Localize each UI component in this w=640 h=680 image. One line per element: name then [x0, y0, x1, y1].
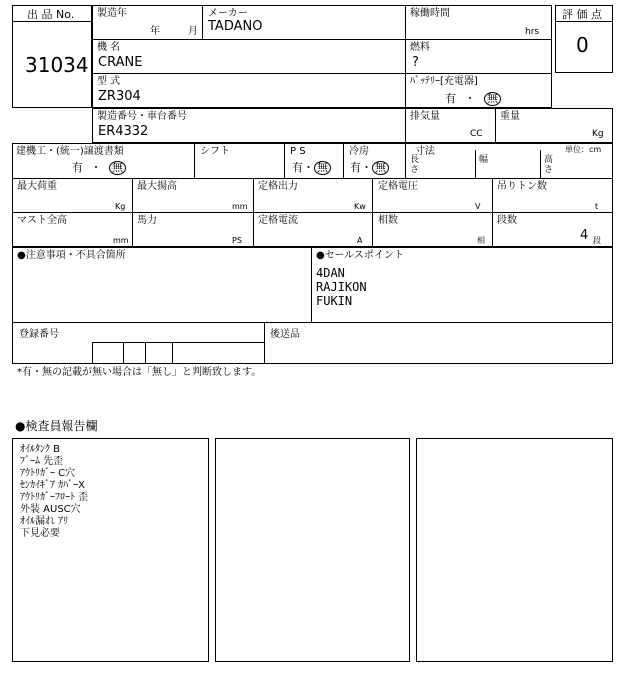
max-lift-label: 最大揚高 [137, 181, 177, 192]
docs-label: 建機工・(統一)譲渡書類 [16, 146, 124, 157]
lot-number: 31034 [25, 53, 89, 77]
divider [264, 322, 265, 364]
model-name-value: CRANE [98, 55, 143, 70]
footnote: *有・無の記載が無い場合は「無し」と判断致します。 [17, 367, 262, 378]
cooler-separator: ・ [361, 161, 372, 174]
divider [92, 39, 552, 40]
hours-unit: hrs [525, 27, 540, 37]
mast-height-unit: mm [113, 236, 129, 245]
fuel-value: ? [412, 55, 419, 70]
ps-yes: 有 [292, 161, 303, 174]
ps-option [292, 161, 331, 175]
year-unit-month: 月 [188, 26, 198, 37]
lot-number-label: 出 品 No. [27, 8, 75, 21]
rated-output-label: 定格出力 [258, 181, 298, 192]
serial-label: 製造番号・車台番号 [97, 111, 187, 122]
divider [343, 143, 344, 178]
max-load-unit: Kg [115, 202, 126, 211]
divider [12, 212, 613, 213]
divider [12, 322, 613, 323]
divider [92, 342, 264, 343]
divider [194, 143, 195, 178]
maker-value: TADANO [208, 19, 263, 34]
notes-grid [12, 247, 613, 364]
model-name-label: 機 名 [97, 42, 121, 53]
battery-no-circled: 無 [484, 92, 501, 106]
divider [145, 342, 146, 364]
docs-option [72, 161, 126, 175]
divider [132, 178, 133, 247]
battery-label: ﾊﾞｯﾃﾘｰ[充電器] [410, 76, 478, 87]
selling-point: RAJIKON [316, 280, 367, 294]
inspector-box-3 [416, 438, 613, 662]
ps-no-circled: 無 [314, 161, 331, 175]
divider [492, 178, 493, 247]
ps-label: P S [290, 146, 306, 157]
hoist-tons-label: 吊りトン数 [497, 181, 547, 192]
divider [172, 342, 173, 364]
inspector-item: ｵｲﾙ漏れ ｱﾘ [20, 516, 69, 527]
grade-box [555, 5, 613, 73]
inspector-item: ｾﾝｶｲｷﾞｱ ｶﾊﾞｰX [20, 480, 86, 491]
lot-number-header [13, 6, 91, 22]
shipping-label: 後送品 [270, 329, 300, 340]
docs-no-circled: 無 [109, 161, 126, 175]
divider [311, 247, 312, 322]
hoist-tons-unit: t [595, 202, 599, 211]
divider [284, 143, 285, 178]
battery-separator: ・ [464, 92, 476, 105]
battery-yes: 有 [445, 92, 456, 105]
selling-points-label: ●セールスポイント [316, 250, 404, 261]
maker-label: メーカー [208, 8, 248, 19]
cooler-label: 冷房 [349, 146, 369, 157]
ps-separator: ・ [303, 161, 314, 174]
hours-label: 稼働時間 [410, 8, 450, 19]
mast-height-label: マスト全高 [17, 215, 67, 226]
docs-separator: ・ [90, 161, 102, 174]
selling-point: 4DAN [316, 266, 345, 280]
divider [202, 5, 203, 39]
fuel-label: 燃料 [410, 42, 430, 53]
inspector-item: ｵｲﾙﾀﾝｸ B [20, 444, 61, 455]
displacement-unit: CC [470, 129, 483, 139]
divider [372, 178, 373, 247]
phase-unit: 相 [477, 236, 485, 245]
divider [253, 178, 254, 247]
divider [92, 73, 552, 74]
height-label: 高さ [544, 155, 554, 175]
displacement-label: 排気量 [410, 111, 440, 122]
dims-unit: 単位：cm [565, 145, 602, 154]
inspector-title: ●検査員報告欄 [15, 419, 98, 433]
shift-label: シフト [200, 146, 230, 157]
model-type-value: ZR304 [98, 89, 141, 104]
selling-points-list [316, 266, 367, 308]
cooler-option [350, 161, 389, 175]
year-label: 製造年 [97, 8, 127, 19]
divider [475, 150, 476, 178]
inspector-items [20, 444, 88, 540]
inspector-item: ｱｳﾄﾘｶﾞｰﾌﾛｰﾄ 歪 [20, 492, 89, 503]
model-type-label: 型 式 [97, 76, 121, 87]
inspector-item: 外装 AUSC穴 [20, 504, 81, 515]
grade-header [556, 6, 612, 22]
max-lift-unit: mm [232, 202, 248, 211]
inspector-box-1 [12, 438, 209, 662]
inspector-item: 下見必要 [20, 528, 60, 539]
caution-label: ●注意事項・不具合箇所 [17, 250, 126, 261]
max-load-label: 最大荷重 [17, 181, 57, 192]
stages-value: 4 [580, 228, 589, 243]
rated-output-unit: Kw [354, 202, 366, 211]
weight-unit: Kg [592, 129, 604, 139]
cooler-yes: 有 [350, 161, 361, 174]
horsepower-label: 馬力 [137, 215, 157, 226]
divider [405, 143, 406, 178]
horsepower-unit: PS [232, 236, 242, 245]
grade-label: 評 価 点 [562, 8, 602, 21]
phase-label: 相数 [378, 215, 398, 226]
width-label: 幅 [479, 155, 489, 165]
divider [495, 108, 496, 143]
dims-label: 寸法 [415, 146, 435, 157]
inspector-item: ｱｳﾄﾘｶﾞｰ C穴 [20, 468, 76, 479]
divider [123, 342, 124, 364]
battery-option [445, 92, 501, 106]
grade-value: 0 [576, 33, 589, 57]
rated-current-unit: A [357, 236, 363, 245]
registration-label: 登録番号 [19, 329, 59, 340]
docs-yes: 有 [72, 161, 83, 174]
serial-value: ER4332 [98, 124, 149, 139]
rated-current-label: 定格電流 [258, 215, 298, 226]
rated-voltage-label: 定格電圧 [378, 181, 418, 192]
divider [12, 178, 613, 179]
divider [92, 342, 93, 364]
specs-grid [12, 143, 613, 247]
selling-point: FUKIN [316, 294, 353, 308]
cooler-no-circled: 無 [372, 161, 389, 175]
lot-number-box [12, 5, 92, 108]
length-label: 長さ [410, 155, 420, 175]
weight-label: 重量 [500, 111, 520, 122]
inspector-item: ﾌﾞｰﾑ 先歪 [20, 456, 64, 467]
rated-voltage-unit: V [475, 202, 481, 211]
divider [540, 150, 541, 178]
stages-label: 段数 [497, 215, 517, 226]
stages-unit: 段 [593, 236, 601, 245]
inspector-box-2 [215, 438, 410, 662]
year-unit-year: 年 [150, 26, 160, 37]
